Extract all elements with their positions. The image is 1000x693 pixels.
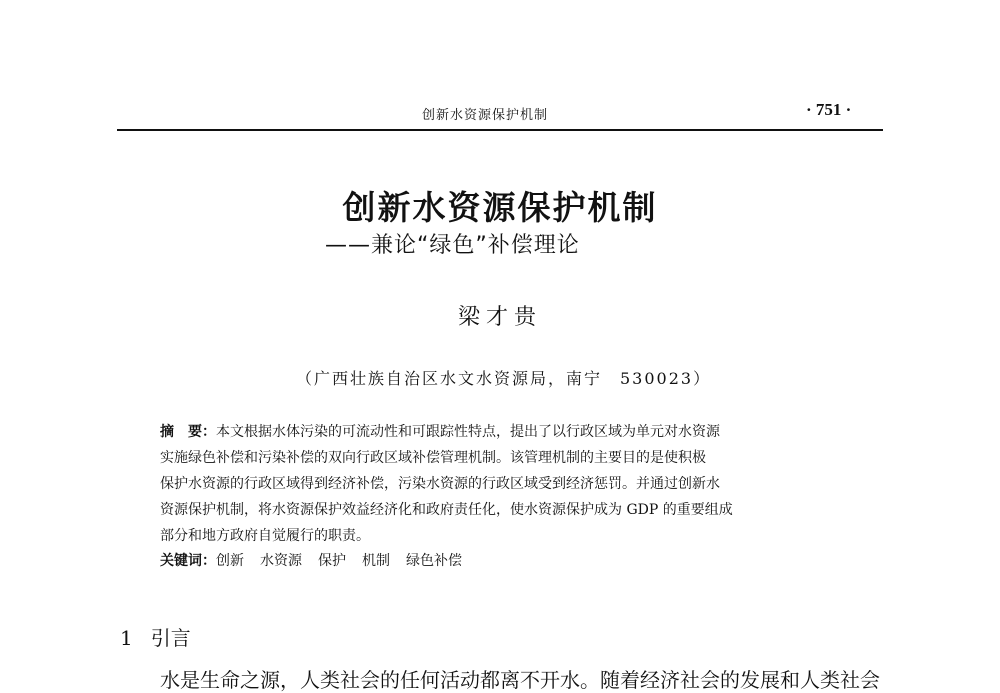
abstract-line: 实施绿色补偿和污染补偿的双向行政区域补偿管理机制。该管理机制的主要目的是使积极: [160, 450, 706, 466]
header-rule: [117, 129, 883, 131]
abstract-text: 本文根据水体污染的可流动性和可跟踪性特点，提出了以行政区域为单元对水资源: [216, 424, 720, 440]
abstract-line: 资源保护机制，将水资源保护效益经济化和政府责任化，使水资源保护成为 GDP 的重要组成: [160, 502, 733, 518]
section-heading: [120, 622, 191, 651]
keyword: 保护: [318, 553, 346, 569]
abstract-line: 保护水资源的行政区域得到经济补偿，污染水资源的行政区域受到经济惩罚。并通过创新水: [160, 476, 720, 492]
author-name: 梁才贵: [457, 305, 542, 330]
author-affiliation: （广西壮族自治区水文水资源局，南宁 530023）: [296, 369, 712, 388]
paper-title: 创新水资源保护机制: [342, 188, 658, 227]
abstract-label: 摘 要：: [160, 424, 216, 440]
keyword: 创新: [216, 553, 244, 569]
keywords-label: 关键词：: [160, 553, 216, 569]
running-title: 创新水资源保护机制: [422, 108, 549, 123]
keywords: [160, 550, 478, 570]
abstract-line: [160, 419, 850, 445]
abstract: [160, 419, 850, 549]
keyword: 绿色补偿: [406, 553, 462, 569]
paper-subtitle: ——兼论“绿色”补偿理论: [325, 233, 580, 258]
page-number: · 751 ·: [806, 100, 852, 119]
keyword: 机制: [362, 553, 390, 569]
section-title: 引言: [150, 626, 191, 650]
section-number: 1: [120, 626, 133, 650]
body-text: 水是生命之源，人类社会的任何活动都离不开水。随着经济社会的发展和人类社会: [160, 668, 880, 692]
keyword: 水资源: [260, 553, 302, 569]
abstract-line: 部分和地方政府自觉履行的职责。: [160, 528, 370, 544]
